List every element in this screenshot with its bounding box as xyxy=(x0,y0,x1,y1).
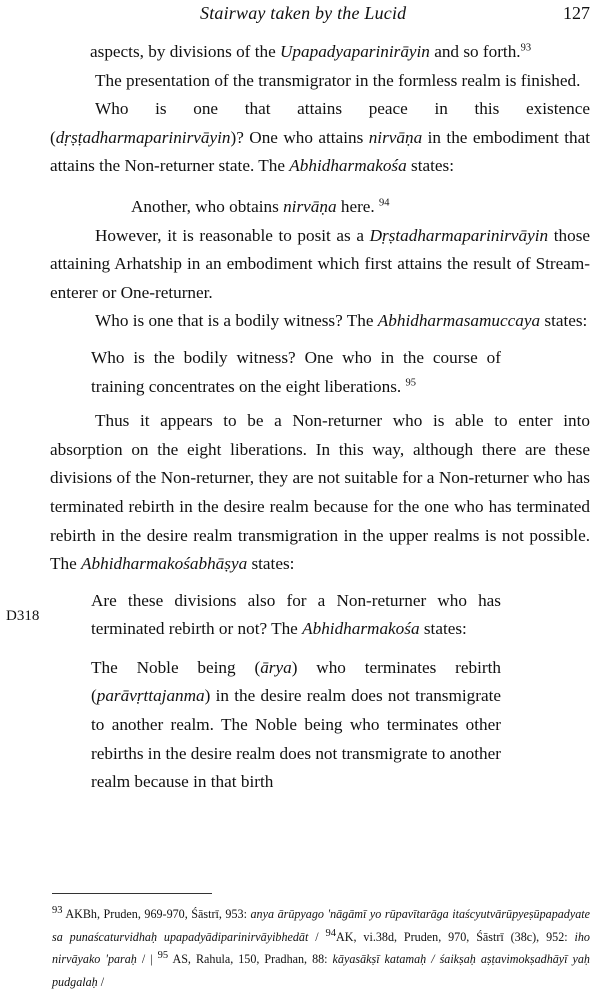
text-run: However, it is reasonable to posit as a xyxy=(95,225,370,245)
footnote-95-sanskrit: kāyasākṣī katamaḥ / śaikṣaḥ aṣṭavimokṣadhāyī yaḥ pudgalaḥ xyxy=(52,952,590,989)
footnote-ref-94: 94 xyxy=(379,197,390,209)
footnote-94-number: 94 xyxy=(325,927,337,939)
footnote-95-number: 95 xyxy=(157,949,169,961)
text-run: ) who terminates rebirth ( xyxy=(91,657,501,706)
italic-term: dṛṣṭadharmaparinirvāyin xyxy=(55,127,231,147)
footnote-95-text: AS, Rahula, 150, Pradhan, 88: xyxy=(168,952,333,966)
text-run: states: xyxy=(247,554,295,574)
italic-term: parāvṛttajanma xyxy=(96,686,205,706)
text-run: states: xyxy=(540,311,588,331)
footnotes xyxy=(52,903,590,993)
italic-term: Abhidharmakośabhāṣya xyxy=(81,554,248,574)
quotation-3 xyxy=(91,587,501,644)
italic-term: nirvāṇa xyxy=(368,127,423,147)
text-run: states: xyxy=(406,156,454,176)
text-run: those attaining Arhatship in an embodiment which first attains the result of Stream-enterer or One-returner. xyxy=(50,225,591,302)
paragraph-2: The presentation of the transmigrator in the formless realm is finished. xyxy=(95,70,581,90)
italic-term: Abhidharmakośa xyxy=(289,156,407,176)
footnote-94-sanskrit: iho nirvāyako 'paraḥ xyxy=(52,929,590,966)
quotation-1 xyxy=(131,193,590,222)
text-run: in the embodiment that attains the Non-returner state. The xyxy=(50,127,590,176)
footnote-ref-95: 95 xyxy=(405,376,417,388)
text-run: / xyxy=(97,974,105,989)
paragraph-6 xyxy=(50,407,590,579)
paragraph-4 xyxy=(50,222,590,308)
paragraph-3 xyxy=(50,95,590,181)
quotation-4-text xyxy=(91,654,501,797)
italic-term: ārya xyxy=(260,657,292,677)
italic-term: Dṛṣtadharmaparinirvāyin xyxy=(369,225,549,245)
text-run: Thus it appears to be a Non-returner who is able to enter into absorption on the eight liberations. In this way, although there are these divisions of the Non-returner, they are not suitable for a Non-returner who has terminated rebirth in the desire realm because for the one who has terminated rebirth in the desire realm transmigration in the upper realms is not possible. The xyxy=(50,411,590,574)
paragraph-5 xyxy=(50,307,590,336)
page-number: 127 xyxy=(563,3,590,23)
text-run: Who is one that attains peace in this existence ( xyxy=(50,99,590,147)
text-run: and so forth. xyxy=(434,42,521,61)
footnote-93-sanskrit: anya ārūpyago 'nāgāmī yo rūpavītarāga itaścyutvārūpyeṣūpapadyate sa punaścaturvidhaḥ upapadyādiparinirvāyibhedāt xyxy=(52,907,590,944)
text-run: ) in the desire realm does not transmigrate to another realm. The Noble being who terminates other rebirths in the desire realm does not transmigrate to another realm because in that birth xyxy=(91,686,501,792)
italic-term: Upapadyaparinirāyin xyxy=(280,42,430,61)
text-run: aspects, by divisions of the xyxy=(90,42,280,61)
text-run: here. xyxy=(336,196,375,216)
paragraph-1 xyxy=(50,38,590,67)
quotation-2 xyxy=(91,344,501,401)
quotation-4 xyxy=(91,654,501,797)
text-run: / xyxy=(308,929,326,944)
text-run: )? One who attains xyxy=(230,127,369,147)
page-header xyxy=(0,3,600,25)
quotation-2-text xyxy=(91,344,501,401)
footnote-rule xyxy=(52,893,212,894)
text-run: states: xyxy=(419,619,467,639)
text-run: Are these divisions also for a Non-returner who has terminated rebirth or not? The xyxy=(91,590,501,639)
text-run: The Noble being ( xyxy=(91,657,261,677)
text-run: Who is one that is a bodily witness? The xyxy=(95,311,378,331)
footnote-93-number: 93 xyxy=(52,904,63,916)
italic-term: nirvāṇa xyxy=(283,196,337,216)
footnote-93-text: AKBh, Pruden, 969-970, Śāstrī, 953: xyxy=(62,907,251,921)
text-run: Another, who obtains xyxy=(131,196,284,216)
running-title: Stairway taken by the Lucid xyxy=(200,3,407,23)
footnote-94-text: AK, vi.38d, Pruden, 970, Śāstrī (38c), 952: xyxy=(336,929,575,944)
footnote-ref-93: 93 xyxy=(520,42,532,54)
text-run: / | xyxy=(136,952,158,966)
italic-term: Abhidharmasamuccaya xyxy=(377,311,541,331)
main-text xyxy=(50,38,590,803)
margin-reference: D318 xyxy=(6,608,40,624)
italic-term: Abhidharmakośa xyxy=(302,619,420,639)
text-run: Who is the bodily witness? One who in the course of training concentrates on the eight liberations. xyxy=(91,347,501,396)
quotation-3-text xyxy=(91,587,501,644)
